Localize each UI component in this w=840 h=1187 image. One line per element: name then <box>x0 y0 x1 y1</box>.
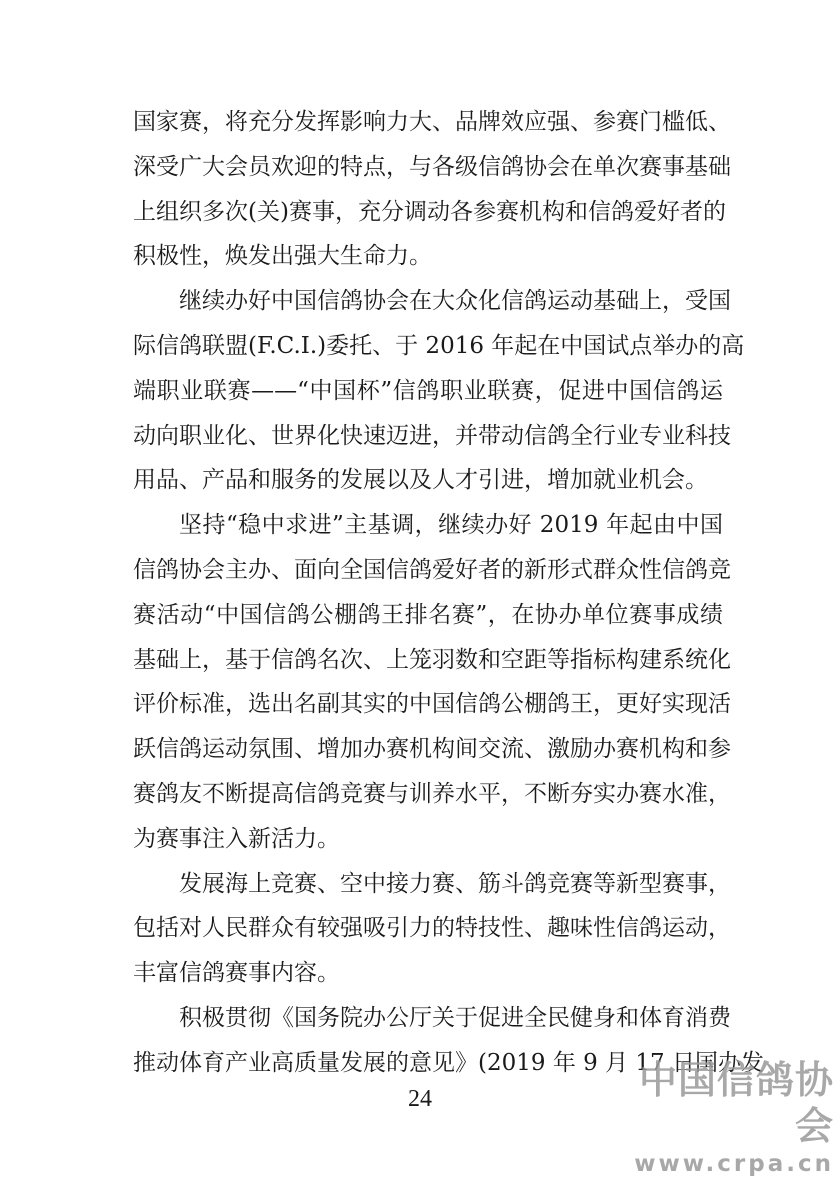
text-line: 积极性，焕发出强大生命力。 <box>133 243 432 270</box>
paragraph <box>133 503 731 861</box>
paragraph <box>133 862 731 996</box>
text-line: 上组织多次(关)赛事，充分调动各参赛机构和信鸽爱好者的 <box>133 198 726 225</box>
text-line: 继续办好中国信鸽协会在大众化信鸽运动基础上，受国 <box>179 288 731 315</box>
text-line: 包括对人民群众有较强吸引力的特技性、趣味性信鸽运动， <box>133 915 731 942</box>
text-line: 发展海上竞赛、空中接力赛、筋斗鸽竞赛等新型赛事， <box>179 870 731 897</box>
text-line: 端职业联赛——“中国杯”信鸽职业联赛，促进中国信鸽运 <box>133 377 723 404</box>
text-line: 信鸽协会主办、面向全国信鸽爱好者的新形式群众性信鸽竞 <box>133 556 731 583</box>
text-line: 赛鸽友不断提高信鸽竞赛与训养水平，不断夯实办赛水准， <box>133 780 731 807</box>
watermark-title: 中国信鸽协会 <box>638 1058 834 1148</box>
text-line: 动向职业化、世界化快速迈进，并带动信鸽全行业专业科技 <box>133 422 731 449</box>
text-line: 际信鸽联盟(F.C.I.)委托、于 2016 年起在中国试点举办的高 <box>133 332 745 359</box>
text-line: 丰富信鸽赛事内容。 <box>133 960 340 987</box>
text-line: 基础上，基于信鸽名次、上笼羽数和空距等指标构建系统化 <box>133 646 731 673</box>
text-line: 跃信鸽运动氛围、增加办赛机构间交流、激励办赛机构和参 <box>133 736 731 763</box>
watermark <box>614 1057 834 1179</box>
watermark-url: www.crpa.cn <box>634 1151 834 1177</box>
text-line: 积极贯彻《国务院办公厅关于促进全民健身和体育消费 <box>179 1004 731 1031</box>
paragraph <box>133 279 745 503</box>
text-line: 推动体育产业高质量发展的意见》(2019 年 9 月 17 日国办发 <box>133 1049 764 1076</box>
page-number: 24 <box>408 1086 432 1112</box>
text-line: 赛活动“中国信鸽公棚鸽王排名赛”，在协办单位赛事成绩 <box>133 601 723 628</box>
text-line: 坚持“稳中求进”主基调，继续办好 2019 年起由中国 <box>179 512 723 539</box>
text-line: 深受广大会员欢迎的特点，与各级信鸽协会在单次赛事基础 <box>133 153 731 180</box>
paragraph <box>133 100 731 279</box>
body-text <box>133 100 764 1086</box>
text-line: 国家赛，将充分发挥影响力大、品牌效应强、参赛门槛低、 <box>133 109 731 135</box>
text-line: 为赛事注入新活力。 <box>133 825 340 852</box>
text-line: 评价标准，选出名副其实的中国信鸽公棚鸽王，更好实现活 <box>133 691 731 718</box>
text-line: 用品、产品和服务的发展以及人才引进，增加就业机会。 <box>133 467 708 494</box>
